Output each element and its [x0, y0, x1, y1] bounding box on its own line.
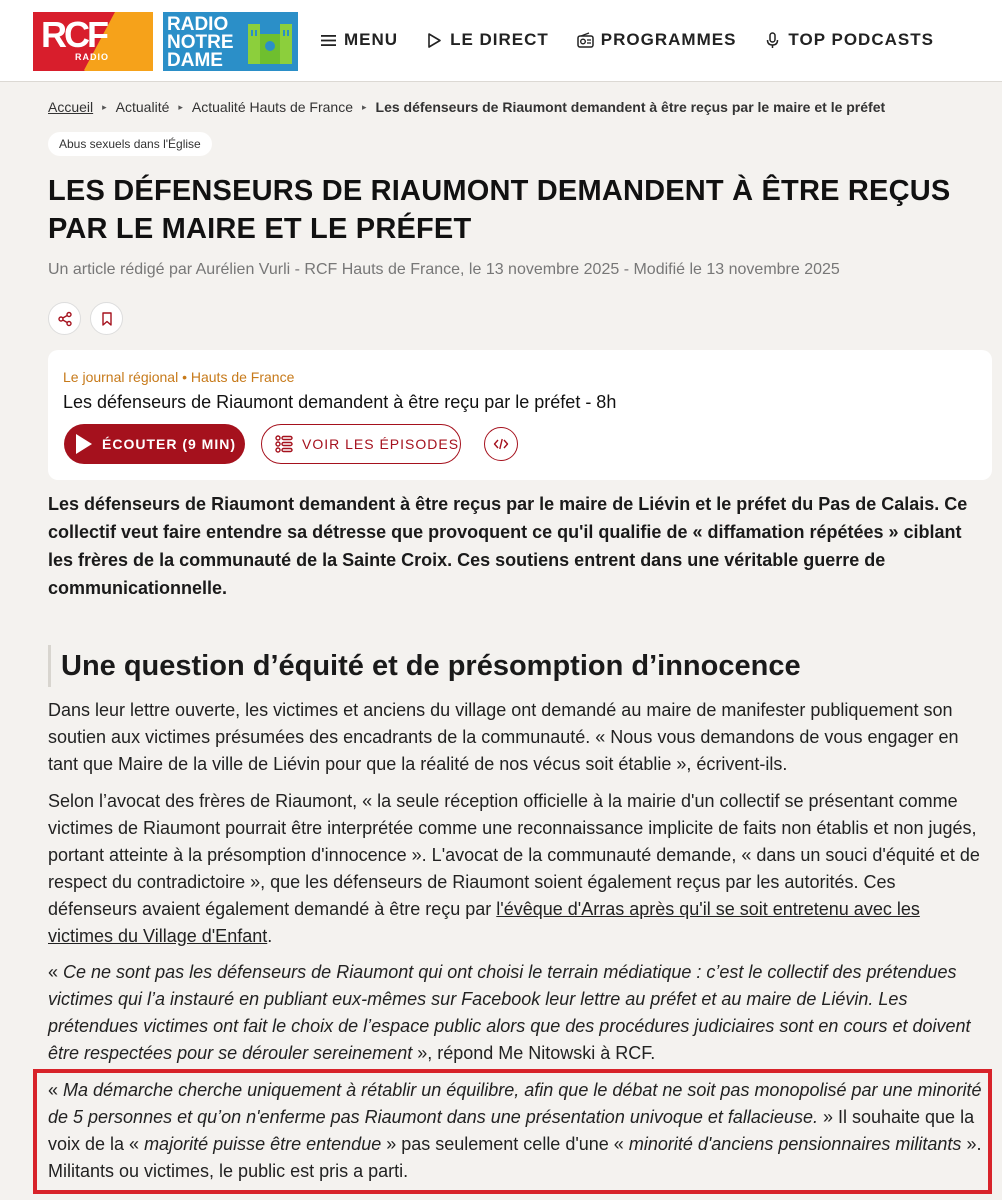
breadcrumb: [48, 99, 885, 115]
microphone-icon: [764, 32, 781, 49]
paragraph-text: » pas seulement celle d'une «: [381, 1134, 629, 1154]
bookmark-button[interactable]: [90, 302, 123, 335]
nav-top-podcasts[interactable]: [764, 30, 934, 50]
quote-mark: «: [48, 1080, 64, 1100]
quote-text: Ma démarche cherche uniquement à rétablir un équilibre, afin que le débat ne soit pas monopolisé par une minorité de 5 personnes et qu’on n'enferme pas Riaumont dans une présentation univoque et fallacieuse.: [48, 1080, 982, 1127]
nav-menu-label: MENU: [344, 30, 399, 49]
player-episode-title[interactable]: Les défenseurs de Riaumont demandent à être reçu par le préfet - 8h: [63, 392, 617, 412]
share-icon: [57, 311, 73, 327]
highlight-annotation-box: [33, 1069, 992, 1194]
article-link-eveque[interactable]: l'évêque d'Arras après qu'il se soit entretenu avec les victimes du Village d'Enfant: [48, 899, 920, 946]
breadcrumb-actualite-hdf[interactable]: Actualité Hauts de France: [191, 99, 353, 115]
radio-notre-dame-logo[interactable]: [163, 12, 298, 71]
article-paragraph: [48, 788, 988, 950]
nav-le-direct[interactable]: [426, 30, 549, 50]
article-byline: Un article rédigé par Aurélien Vurli - RCF Hauts de France, le 13 novembre 2025 - Modifié le 13 novembre 2025: [48, 261, 840, 278]
code-embed-icon: [493, 436, 509, 452]
rcf-logo-text: RCF: [41, 14, 106, 55]
main-nav: [320, 30, 934, 50]
embed-button[interactable]: [484, 427, 518, 461]
breadcrumb-separator-icon: ▸: [178, 101, 183, 112]
paragraph-text: Selon l’avocat des frères de Riaumont, « la seule réception officielle à la mairie d'un collectif se présentant comme victimes de Riaumont pourrait être interprétée comme une reconnaissance implicite de faits non établis et non jugés, portant atteinte à la présomption d'innocence ». L'avocat de la communauté demande, « dans un souci d'équité et de respect du contradictoire », que les défenseurs de Riaumont soient également reçus par les autorités. Ces défenseurs avaient également demandé à être reçu par: [48, 791, 980, 919]
play-icon: [426, 32, 443, 49]
play-icon: [76, 434, 92, 454]
article-title: LES DÉFENSEURS DE RIAUMONT DEMANDENT À ÊTRE REÇUS PAR LE MAIRE ET LE PRÉFET: [48, 175, 951, 245]
breadcrumb-separator-icon: ▸: [102, 101, 107, 112]
cathedral-icon: [246, 18, 294, 66]
rcf-logo[interactable]: [33, 12, 153, 71]
breadcrumb-home[interactable]: Accueil: [48, 99, 94, 115]
article-lead: Les défenseurs de Riaumont demandent à être reçus par le maire de Liévin et le préfet du Pas de Calais. Ce collectif veut faire entendre sa détresse que provoquent ce qu'il qualifie de « diffamation répétées » ciblant les frères de la communauté de la Sainte Croix. Ces soutiens entrent dans une véritable guerre de communicationnelle.: [48, 494, 968, 598]
article-paragraph: Dans leur lettre ouverte, les victimes et anciens du village ont demandé au maire de manifester publiquement son soutien aux victimes présumées des encadrants de la communauté. « Nous vous demandons de vous engager en tant que Maire de la ville de Liévin pour que la réalité de nos vécus soit établie », écrivent-ils.: [48, 700, 959, 774]
nav-top-podcasts-label: TOP PODCASTS: [788, 30, 934, 49]
nav-le-direct-label: LE DIRECT: [450, 30, 549, 49]
player-kicker[interactable]: Le journal régional • Hauts de France: [63, 369, 295, 385]
episodes-button[interactable]: [261, 424, 461, 464]
article-paragraph: [48, 959, 988, 1067]
quote-text: minorité d'anciens pensionnaires militants: [628, 1134, 962, 1154]
episodes-button-label: VOIR LES ÉPISODES: [302, 436, 460, 452]
paragraph-text: », répond Me Nitowski à RCF.: [412, 1043, 656, 1063]
rnd-logo-line: DAME: [167, 50, 223, 71]
audio-player-card: [48, 350, 992, 480]
radio-icon: [577, 32, 594, 49]
listen-button-label: ÉCOUTER (9 MIN): [102, 436, 236, 452]
rnd-logo-line: RADIO: [167, 14, 229, 35]
share-button[interactable]: [48, 302, 81, 335]
breadcrumb-separator-icon: ▸: [362, 101, 367, 112]
topic-tag[interactable]: Abus sexuels dans l'Église: [48, 132, 212, 156]
menu-icon: [320, 32, 337, 49]
episodes-list-icon: [274, 434, 294, 454]
listen-button[interactable]: [64, 424, 245, 464]
rnd-logo-line: NOTRE: [167, 32, 234, 53]
paragraph-text: .: [267, 926, 273, 946]
quote-text: majorité puisse être entendue: [144, 1134, 382, 1154]
paragraph-text: » Il souhaite que la voix de la «: [48, 1107, 975, 1154]
rcf-logo-subtext: RADIO: [75, 52, 109, 62]
nav-programmes[interactable]: [577, 30, 737, 50]
bookmark-icon: [99, 311, 115, 327]
nav-menu[interactable]: [320, 30, 398, 50]
quote-text: Ce ne sont pas les défenseurs de Riaumont qui ont choisi le terrain médiatique : c’est le collectif des prétendues victimes qui l’a instauré en publiant eux-mêmes sur Facebook leur lettre au préfet et au maire de Liévin. Les prétendues victimes ont fait le choix de l’espace public alors que des procédures judiciaires sont en cours et doivent être respectées pour se dérouler sereinement: [48, 962, 971, 1063]
breadcrumb-actualite[interactable]: Actualité: [115, 99, 170, 115]
nav-programmes-label: PROGRAMMES: [600, 30, 737, 49]
paragraph-text: ». Militants ou victimes, le public est pris a parti.: [48, 1134, 982, 1181]
site-header: [0, 0, 1002, 82]
quote-mark: «: [48, 962, 64, 982]
breadcrumb-current: Les défenseurs de Riaumont demandent à être reçus par le maire et le préfet: [375, 99, 886, 115]
section-heading: Une question d’équité et de présomption d’innocence: [48, 645, 801, 687]
